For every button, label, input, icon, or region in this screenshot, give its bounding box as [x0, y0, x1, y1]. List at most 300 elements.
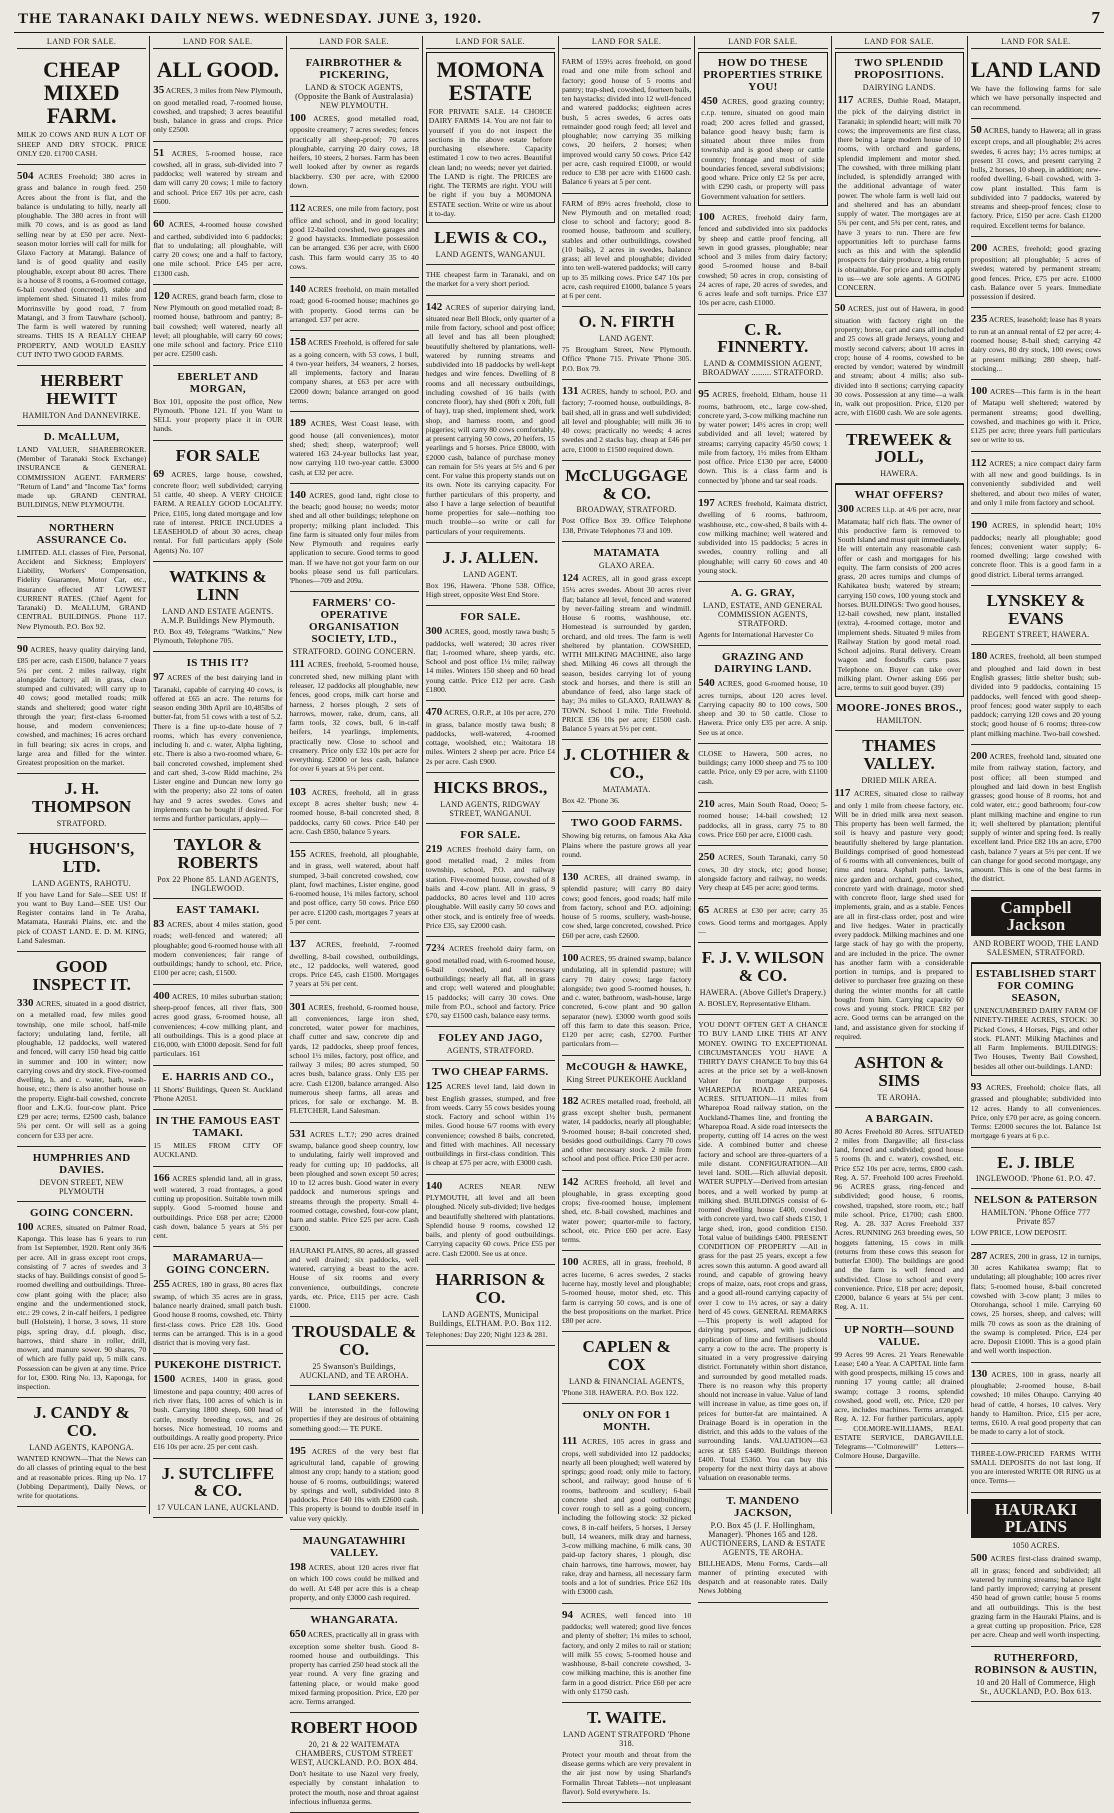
ad-acreage: 155	[289, 848, 306, 860]
ad-body	[562, 199, 691, 301]
ad-body	[701, 95, 824, 201]
ad-subheading: HAMILTON And DANNEVIRKE.	[22, 410, 141, 420]
ad-text: ACRES, freehold, Eltham, house 11 rooms, bathroom, etc., large cow-shed, concrete yard, 3-cow milking machine run by water power; 14½ acres in crop; well subdivided and all level; watered by streams; carrying capacity 45/50 cows; 1 mile from factory, 1½ miles from Eltham post office. Price £130 per acre, £4000 down. This is a class farm and is connected by 'phone and tar seal roads.	[698, 390, 828, 485]
ad-body	[971, 457, 1101, 507]
ad-body	[698, 677, 827, 737]
ad-heading: HUGHSON'S, LTD.	[28, 838, 135, 876]
column	[423, 36, 559, 1514]
ad-body	[971, 1449, 1101, 1486]
ad-body	[153, 1141, 282, 1160]
advertisement	[835, 1048, 964, 1108]
ad-body	[971, 1250, 1101, 1356]
ad-heading: HERBERT HEWITT	[40, 371, 123, 409]
ad-text: ACRES, Duthie Road, Mataprt, the pick of the dairying district in Taranaki; in splendid heart; will milk 70 cows; the improvements are first class, there being a large modern house of 10 rooms, with orchard and gardens, splendid implement and motor shed. The cowshed, with three milking plant included, is splendidly arranged with the additional advantage of water power. The whole farm is well laid out and sheltered and has an abundant supply of water. The mortgages are at 5¾ per cent, and 5¾ per cent, rates, and have 3 years to run. There are few opportunities left to purchase farms such as this and with the splendid prospects for dairy produce, a big return is obtainable. For price and terms apply to us—we are sole agents. A GOING CONCERN.	[837, 96, 961, 293]
ad-text: ACRES, in splendid heart; 10½ paddocks; nearly all ploughable; good fences; convenient water supply; 6-roomed dwelling; large cowshed with concrete floor. This is a good farm in a good district. Liberal terms arranged.	[970, 521, 1101, 579]
advertisement	[290, 1386, 419, 1440]
ad-heading: EAST TAMAKI.	[176, 904, 260, 916]
advertisement	[971, 380, 1101, 452]
advertisement	[426, 1265, 555, 1346]
masthead-title: THE TARANAKI DAILY NEWS. WEDNESDAY. JUNE 3, 1920.	[18, 11, 482, 27]
ad-heading: ALL GOOD.	[156, 57, 279, 82]
ad-text: YOU DON'T OFTEN GET A CHANCE TO BUY LAND LIKE THIS AT ANY MONEY. OWING TO EXCEPTIONAL CIRCUMSTANCES YOU HAVE A THIRTY DAYS' CHANCE To buy this 64 acres at the price set by a well-known Valuer for mortgage purposes. WHAREPOA ROAD. AREA: 64 ACRES. SITUATION—11 miles from Wharepoa Road railway station, on the Auckland-Thames line, and fronting the Wharepoa Road. A side road intersects the property, cutting off 14 acres on the west side. A combined butter and cheese factory and school are three-quarters of a mile distant. CONFIGURATION—All level land. SOIL—Rich alluvial deposit. WATER SUPPLY—Derived from artesian bores, and a well worked by pump at milking shed. BUILDINGS consist of 6-roomed dwelling house £400, cowshed with concrete yard, two calf sheds £150, 1 large shed, iron, good condition £150. Total value of buildings £400. PRESENT CONDITION OF PROPERTY —All in grass for the past 25 years, except a few acres sown this autumn. A good award all round, and capable of growing heavy crops of maize, oats, root crops and grass, and a good all-round carrying capacity of over 1 cow to 1½ acres, or say a dairy herd of 45 cows. GENERAL REMARKS—This property is well adapted for dairying purposes, and with judicious application of lime and fertilisers should carry a cow to the acre. The property is situated in a very progressive dairying district. Fortunately within short distance, and surrounded by good metalled roads. There is no reason why this property should not increase in value. Value of land will increase in value, as time goes on, if prices for butter-fat are maintained. A Drainage Board is in operation in the district, and this adds to the values of the surrounding lands. VALUATION—63 acres at £85 £4480. Buildings thereon £400. Total £5360. You can buy this property for the next thirty days at above valuation on reasonable terms.	[698, 1020, 828, 1483]
ad-heading: MAUNGATAWHIRI VALLEY.	[302, 1534, 406, 1559]
ad-subheading: INGLEWOOD. 'Phone 61. P.O. 47.	[976, 1174, 1096, 1184]
ad-heading: ASHTON & SIMS	[854, 1053, 945, 1090]
ad-text: LIMITED. ALL classes of Fire, Personal, Accident and Sickness; Employers' Liability, Workers' Compensation, Fidelity Guarantee, Motor Car, etc., insurance effected AT LOWEST CURRENT RATES. (Chief Agent for Taranaki) D. McALLUM, GRAND CENTRAL BUILDINGS. Phone 117. New Plymouth. P.O. Box 92.	[17, 547, 147, 631]
ad-heading: LYNSKEY & EVANS	[986, 590, 1086, 628]
ad-acreage: 117	[834, 787, 851, 800]
ad-body	[153, 1085, 282, 1104]
ad-body	[290, 417, 419, 477]
ad-acreage: 72¾	[425, 942, 445, 955]
ad-subheading: LAND AGENTS, KAPONGA.	[29, 1443, 134, 1453]
advertisement	[290, 1530, 419, 1609]
ad-subheading: LAND AGENTS, Municipal Buildings, ELTHAM. P.O. Box 112.	[429, 1309, 552, 1328]
ad-subheading: REGENT STREET, HAWERA.	[982, 630, 1090, 640]
ad-text: ACRES, freehold, 6-roomed house, all conveniences, large iron shed, concreted, water power for machines, chaff cutter and saw, concrete dip and yards, 12 paddocks, sheep proof fences, school 1½ miles, factory, post office, and railway 3 miles; 80 acres stumped, 50 acres bush, balance grass. Only £35 per acre. Cash £1200, balance arranged. Also numerous sheep farms, all areas and prices, for sale or exchange. M. B. FLETCHER, Land Salesman.	[289, 1002, 419, 1116]
ad-subheading: 1050 ACRES.	[1012, 1541, 1060, 1551]
ad-subheading: STRATFORD. GOING CONCERN.	[292, 647, 416, 657]
ad-heading: FOR SALE	[175, 445, 261, 465]
ad-acreage: 94	[562, 1608, 573, 1621]
advertisement	[698, 846, 827, 899]
ad-text: ACRES splendid land, all in grass, well watered, 3 road frontages, a good cutting up proposition. Suitable town milk supply. Good 5-roomed house and outbuildings. Price £68 per acre; £2000 cash down, balance 5 years at 5½ per cent.	[153, 1173, 283, 1241]
ad-text: ACRES, just out of Hawera, in good situation with factory right on the property; horse, cart and cans all included and 25 cows all grade Jerseys, young and mostly second calvers; about 10 acres in crop; house of 4 rooms, cowshed to be erected by vendor; watered by windmill and stream; about 4 mills; also sub-divided into 8 sections; carrying capacity 30 cows. Possession at any time—a walk in, walk out proposition. Price, £120 per acre, with £1600 cash. We are sole agents.	[834, 304, 964, 418]
ad-subheading: TE AROHA.	[877, 1092, 921, 1102]
column-header: LAND FOR SALE.	[426, 36, 555, 49]
ad-text: ACRES, good, mostly tawa bush; 5 paddocks, well watered; 30 acres river flat; 1-roomed whare, sheep yards, etc. School and post office 1¼ mile; railway 14 miles. Winters 150 sheep and 60 head young cattle. Price £12 per acre. Cash £1800.	[425, 627, 556, 694]
ad-heading: J. J. ALLEN.	[442, 547, 539, 567]
advertisement	[971, 1647, 1101, 1702]
ad-heading: CAPLEN & COX	[582, 1337, 671, 1375]
ad-body	[290, 848, 419, 926]
ad-body	[426, 1180, 555, 1258]
ad-heading: A BARGAIN.	[865, 1112, 934, 1125]
ad-heading: LEWIS & CO.,	[434, 228, 547, 248]
advertisement	[290, 843, 419, 933]
ad-text: ACRES L.T.?; 290 acres drained swamp, balance good sheep country, low to undulating, fairly well improved and ready for cutting up; 10 paddocks, all been ploughed and sown except 50 acres; 10 to 12 acres bush. Good water in every paddock and numerous springs and streams through the property. Small 4-roomed cottage, cowshed, four-cow plant, barn and stable. Price £25 per acre. Cash £3000.	[289, 1129, 419, 1234]
ad-text: ACRES, good 6-roomed house, 10 acres turnips, about 120 acres level. Carrying capacity 80 to 100 cows, 500 sheep and 30 to 50 cattle. Close to Hawera. Price only £35 per acre. A snip. See us at once.	[698, 679, 828, 737]
advertisement	[290, 933, 419, 995]
ad-heading: LAND SEEKERS.	[308, 1391, 400, 1404]
ad-body	[698, 211, 827, 308]
ad-text: ACRES freehold, all level and ploughable, in grass excepting good crops; five-roomed house, implement shed, etc. 8-bail cowshed, machines and water power; quarter-mile to factory, school, etc. Price £60 per acre. Easy terms.	[562, 1177, 692, 1245]
ad-acreage: 198	[289, 1560, 306, 1573]
advertisement	[153, 366, 282, 441]
ad-heading: GOING CONCERN.	[30, 1206, 134, 1219]
ad-heading: EBERLET AND MORGAN,	[177, 370, 259, 395]
ad-heading: T. MANDENO JACKSON,	[726, 1494, 800, 1519]
ad-acreage: 100	[17, 1220, 34, 1233]
ad-body	[17, 170, 146, 359]
ad-heading: D. McALLUM,	[43, 430, 120, 443]
advertisement	[562, 1056, 691, 1090]
ad-body	[426, 301, 555, 536]
ad-body	[562, 572, 691, 733]
ad-body	[698, 749, 827, 786]
ad-acreage: 180	[970, 650, 988, 663]
ad-heading: TAYLOR & ROBERTS	[173, 835, 263, 873]
ad-body	[153, 397, 282, 434]
advertisement	[698, 582, 827, 646]
ad-body	[426, 270, 555, 289]
advertisement	[426, 701, 555, 773]
ad-body	[835, 302, 964, 417]
ad-body	[971, 385, 1101, 445]
advertisement	[562, 542, 691, 740]
advertisement	[698, 744, 827, 793]
ad-body	[562, 1609, 691, 1696]
ad-text: acres, Main South Road, Ooeo; 5-roomed house; 14-bail cowshed; 12 paddocks, all in grass, carry 75 to 80 cows. Price £60 per acre, £1000 cash.	[698, 799, 828, 839]
ad-acreage: 400	[153, 989, 170, 1002]
ad-heading: McCOUGH & HAWKE,	[566, 1060, 688, 1073]
columns	[14, 36, 1104, 1806]
ad-acreage: 197	[698, 496, 715, 509]
ad-text: ACRES, situated in a good district, on a metalled road, few miles good township, one mile school, half-mile factory; undulating land, fertile, all ploughable, 12 paddocks, well watered and fenced, will carry 150 head big cattle in summer and 100 in winter; now carrying cows and dry stock. Five-roomed dwelling, h. and c. water, bath, wash-house, etc.; there is also another house on the property. Eight-bail cowshed, concrete floor and L.K.G. four-cow plant. Price £29 per acre; terms, £2500 cash, balance 5¼ per cent. Or will sell as a going concern for £33 per acre.	[17, 998, 147, 1140]
advertisement	[17, 774, 146, 834]
ad-acreage: 166	[153, 1171, 170, 1184]
column	[695, 36, 831, 1596]
ad-body	[17, 997, 146, 1140]
ad-body	[562, 831, 691, 859]
ad-body	[426, 581, 555, 600]
advertisement	[290, 1123, 419, 1241]
ad-subheading: BROADWAY, STRATFORD.	[576, 505, 677, 515]
ad-subheading: LAND AGENT STRATFORD 'Phone 318.	[562, 1729, 691, 1748]
advertisement	[971, 119, 1101, 237]
ad-text: Telephones: Day 220; Night 123 & 281.	[425, 1329, 548, 1339]
ad-text: ACRES level land, laid down in best English grasses, stumped, and free from weeds. Carry 55 cows besides young stock. Factory and school within 1½ miles. Good house 6/7 rooms with every convenience; cowshed 8 bails, concreted, and fitted with machines. All necessary outbuildings in first-class condition. This is cheap at £75 per acre, with £3000 cash.	[425, 1082, 555, 1168]
ad-text: ACRES, 3 miles from New Plymouth, on good metalled road, 7-roomed house, cowshed, and trapshed; 3 acres beautiful bush, balance in grass and crops. Price only £2500.	[153, 86, 283, 135]
advertisement	[971, 586, 1101, 646]
ad-text: Box 196, Hawera. 'Phone 538. Office, High street, opposite West End Store.	[425, 580, 555, 600]
ad-heading: J. SUTCLIFFE & CO.	[161, 1463, 275, 1501]
ad-text: ACRES, 95 drained swamp, balance undulating, all in splendid pasture; will carry 70 dairy cows; large factory alongside; two good 5-roomed houses, h. and c. water, bathroom, wash-house, large concreted, 6-cow plant and 90 gallon separator (new). £3000 worth good soils off this farm to date this season. Price, £120 per acre; cash, £2700. Further particulars from—	[562, 953, 692, 1049]
advertisement	[153, 1354, 282, 1458]
advertisement	[153, 1110, 282, 1167]
ad-text: ACRES, good land, right close to the beach; good house; no weeds; motor shed and all other buildings; telephone on property; milking plant included. This fine farm is situated only four miles from New Plymouth and requires early application to secure. Good terms to good man. If we have not got your farm on our books please send us full particulars. 'Phones—709 and 209a.	[289, 490, 419, 586]
advertisement	[698, 899, 827, 943]
ad-text: ACRES, South Taranaki, carry 50 cows, 30 dry stock, etc; good house; alongside factory and railway, no weeds. Very cheap at £45 per acre; good terms.	[698, 853, 828, 893]
ad-acreage: 142	[425, 300, 443, 313]
ad-body	[290, 1128, 419, 1234]
column-header: LAND FOR SALE.	[971, 36, 1101, 49]
advertisement	[426, 52, 555, 223]
column	[832, 36, 968, 1514]
ad-acreage: 60	[153, 218, 165, 231]
advertisement	[562, 1171, 691, 1252]
ad-text: Will be interested in the following properties if they are desirous of obtaining something good:— TE PUKE.	[289, 1405, 419, 1433]
ad-acreage: 50	[834, 302, 846, 315]
ad-body	[290, 938, 419, 988]
ad-text: Don't hesitate to use Nazol very freely, especially by constant inhalation to protect the mouth, nose and throat against infectious influenza germs.	[289, 1769, 419, 1806]
advertisement	[153, 142, 282, 214]
ad-text: Box 42. 'Phone 36.	[562, 796, 620, 806]
advertisement	[153, 899, 282, 985]
ad-heading: TWO SPLENDID PROPOSITIONS.	[854, 57, 945, 81]
ad-text: ACRES, West Coast lease, with good house (all conveniences), motor shed; shed; sheep, waterproof; well watered 163 24-year bullocks last year, now carrying 110 two-year cattle. £3000 cash, at £32 per acre.	[289, 419, 419, 477]
ad-body	[17, 445, 146, 510]
ad-subheading: LAND AND ESTATE AGENTS. A.M.P. Buildings New Plymouth.	[160, 606, 275, 625]
ad-body	[698, 904, 827, 936]
ad-body	[290, 1445, 419, 1523]
ad-body	[429, 107, 552, 218]
advertisement	[153, 562, 282, 652]
ad-subheading: LAND AGENTS, WANGANUI.	[435, 250, 546, 260]
ad-text: ACRES NEAR NEW PLYMOUTH, all level and all been ploughed. Nicely sub-divided; live hedges and beautifully sheltered with plantations. Splendid house 9 rooms, cowshed 12 bails, and plenty of good outbuildings. Carrying capacity 60 cows. Price £55 per acre. Cash £2000. See us at once.	[425, 1181, 556, 1258]
ad-text: ACRES, freehold land, situated one mile from railway station, factory, and post office; all been stumped and ploughed and laid down in best English grasses; good house of 8 rooms, hot and cold water, etc.; good bathroom; four-cow plant milking machine and engine to run it; well sheltered by plantation; plentiful supply of winter and spring feed. Is really excellent land. Price £82 10s an acre, £700 cash, balance 7 years at 5½ per cent. If we can change for good second mortgage, any amount. This is one of the best farms in the district.	[970, 751, 1101, 884]
ad-text: MILK 20 COWS AND RUN A LOT OF SHEEP AND DRY STOCK. PRICE ONLY £20. £1700 CASH.	[17, 130, 147, 158]
advertisement	[153, 441, 282, 562]
ad-body	[562, 952, 691, 1049]
ad-subheading: 17 VULCAN LANE, AUCKLAND.	[156, 1503, 279, 1513]
ad-text: Showing big returns, on famous Aka Aka Plains where the pasture grows all year round.	[562, 831, 692, 859]
advertisement	[153, 1066, 282, 1111]
ad-acreage: 182	[562, 1094, 579, 1107]
ad-acreage: 255	[153, 1278, 170, 1291]
ad-acreage: 190	[970, 519, 988, 532]
ad-text: ACRES, heavy quality dairying land, £85 per acre, cash £1500, balance 7 years 5¼ per cent. 2 miles railway, right alongside factory; all in grass, clean stumped and cultivated; will carry up to 40 cows; good metalled roads; milk stands and sheltered; good water right through the year; first-class 6-roomed house, and modern conveniences; cowshed, and machines; 16 acres orchard in full bearing; six acres in crops, and large area and filled for the winter. Greatest proposition on the market.	[17, 644, 147, 768]
advertisement	[426, 824, 555, 937]
advertisement	[290, 996, 419, 1123]
ad-acreage: 100	[562, 951, 579, 964]
page-number: 7	[1091, 8, 1100, 27]
ad-text: ACRES, about 4 miles station, good roads; well-fenced and watered; all ploughable; good 6-roomed house with all modern conveniences; fair range of outbuildings; handy to school, etc. Price, £100 per acre; cash, £1500.	[153, 920, 283, 978]
ad-body	[426, 942, 555, 1020]
ad-acreage: 137	[289, 938, 306, 951]
ad-text: ACRES, O.R.P., at 10s per acre, 270 in grass, balance mostly tawa bush; 8 paddocks, well-watered, 4-roomed cottage, woolshed, etc.; Waitotara 18 miles. Winters 2 sheep per acre. Price £4 2s per acre. Cash £900.	[425, 708, 555, 766]
ad-acreage: 531	[289, 1127, 306, 1140]
ad-heading: FOR SALE.	[460, 828, 521, 841]
advertisement	[290, 781, 419, 843]
ad-acreage: 111	[562, 1435, 578, 1448]
advertisement	[698, 315, 827, 384]
advertisement	[971, 452, 1101, 514]
ad-text: THE cheapest farm in Taranaki, and on the market for a very short period.	[425, 270, 555, 289]
ad-body	[971, 750, 1101, 884]
ad-body	[698, 388, 827, 485]
ad-body	[698, 1559, 827, 1596]
advertisement	[698, 206, 827, 315]
ad-heading: IN THE FAMOUS EAST TAMAKI.	[155, 1115, 281, 1140]
ad-subheading: LAND & STOCK AGENTS, (Opposite the Bank of Australasia) NEW PLYMOUTH.	[295, 83, 414, 110]
ad-subheading: STRATFORD.	[56, 818, 107, 828]
advertisement	[290, 52, 419, 197]
ad-text: ACRES, 200 in grass, 12 in turnips, 30 acres Kahikatea swamp; flat to undulating; all ploughable; 100 acres river flats; 5-roomed house, 8-bail concreted cowshed with 3-cow plant; 3 miles to Otorohanga, school 1 mile. Carrying 60 cows, 25 horses, sheep, and calves; will milk 70 cows as soon as the draining of the swamp is completed. Price, £24 per acre. Deposit £1000. This is a good plain and well worth inspection.	[970, 1251, 1101, 1356]
ad-heading: WATKINS & LINN	[169, 566, 267, 604]
ad-body	[971, 124, 1101, 230]
ad-heading: MARAMARUA—GOING CONCERN.	[166, 1252, 270, 1277]
ad-body	[290, 112, 419, 190]
ad-heading: J. H. THOMPSON	[32, 779, 132, 817]
ad-acreage: 140	[425, 1179, 443, 1192]
ad-subheading: DRIED MILK AREA.	[861, 776, 937, 786]
ad-text: BILLHEADS, Menu Forms, Cards—all manner of printing executed with despatch and at reasonable rates. Daily News Jobbing	[698, 1558, 828, 1596]
ad-heading: MOMONA ESTATE	[436, 57, 545, 106]
column-header: LAND FOR SALE.	[562, 36, 691, 49]
ad-text: ACRES of the best dairying land in Taranaki, capable of carrying 40 cows, is offered at £65 an acre. The returns for season ending 30th April are 10,485lbs of butter-fat, from 51 cows with a test of 5.2. There is a fine up-to-date house of 7 rooms, which has every convenience, including h. and c. water, Alpha lighting, etc. There is also a two-roomed whare, 6-bail concreted cowshed, implement shed and cart shed, 3-cow Ridd machine, 2¼ Lister engine and Duncan new lorry go with the property; also 22 tons of oaten hay and 9 acres swedes. Cows and implements can be bought if desired. For terms and further particulars, apply—	[153, 673, 283, 824]
ad-heading: A. G. GRAY,	[730, 587, 795, 600]
ad-text: ACRES, large house, cowshed, concrete floor; well subdivided; carrying 51 cattle, 40 sheep. A VERY CHOICE FARM. A REALLY GOOD LOCALITY. Price, £105, long dated mortgage and low rate of interest. PRICE INCLUDES a LEASEHOLD of about 30 acres, cheap rental. For full particulars apply (Sole Agents) No. 107	[153, 469, 283, 555]
advertisement	[971, 514, 1101, 586]
advertisement	[290, 331, 419, 412]
advertisement	[290, 592, 419, 780]
ad-heading: NELSON & PATERSON	[974, 1194, 1098, 1207]
ad-acreage: 301	[289, 1000, 306, 1013]
ad-acreage: 131	[562, 384, 579, 397]
ad-text: CLOSE to Hawera, 500 acres, no buildings; carry 1000 sheep and 75 to 100 cattle. Price, only £9 per acre, with £1100 cash.	[698, 748, 828, 786]
ad-subheading: LAND AGENTS, RAHOTU.	[32, 878, 131, 888]
ad-acreage: 100	[562, 1256, 579, 1269]
ad-body	[971, 1552, 1101, 1639]
ad-body	[562, 1095, 691, 1164]
ad-heading: J. CLOTHIER & CO.,	[563, 745, 691, 783]
ad-acreage: 93	[970, 1080, 982, 1093]
ad-heading: FARMERS' CO-OPERATIVE ORGANISATION SOCIETY, LTD.,	[309, 597, 400, 646]
ad-body	[971, 242, 1101, 302]
advertisement	[835, 1108, 964, 1319]
ad-body	[290, 1628, 419, 1706]
ad-acreage: 195	[289, 1444, 306, 1457]
ad-acreage: 300	[837, 503, 854, 516]
ad-body	[290, 1561, 419, 1602]
ad-text: 75 Brougham Street, New Plymouth. Office 'Phone 715. Private 'Phone 305. P.O. Box 79.	[562, 345, 692, 373]
advertisement	[562, 52, 691, 194]
advertisement	[290, 412, 419, 484]
advertisement	[153, 1247, 282, 1354]
ad-subheading: LAND & FINANCIAL AGENTS,	[569, 1377, 685, 1386]
ad-text: 'Phone 318. HAWERA. P.O. Box 122.	[562, 1388, 679, 1397]
ad-body	[562, 1435, 691, 1596]
ad-heading: E. J. IBLE	[997, 1152, 1075, 1172]
column	[14, 36, 150, 1514]
ad-acreage: 35	[153, 84, 165, 97]
advertisement	[971, 1363, 1101, 1444]
ad-subheading: HAMILTON.	[876, 716, 922, 726]
advertisement	[835, 297, 964, 424]
advertisement	[17, 165, 146, 366]
ad-text: ACRES freehold, on main metalled road; good 6-roomed house; machines go with property. Good terms can be arranged. £37 per acre.	[289, 285, 419, 324]
ad-heading: HARRISON & CO.	[435, 1269, 546, 1307]
ad-acreage: 117	[837, 94, 854, 106]
ad-body	[290, 1001, 419, 1116]
ad-text: ACRES, good metalled road, opposite creamery; 7 acres swedes; fences practically all sheep-proof; 70 acres ploughable, carrying 20 dairy cows, 18 heifers, 10 steers, 2 horses. Farm has been well looked after by owner as regards blackberry. £30 per acre, with £2000 down.	[289, 114, 419, 190]
ad-text: ACRES l.i.p. at 4/6 per acre, near Matamata; half rich flats. The owner of this productive farm is removed to South Island and must quit immediately. He will entertain any reasonable cash offer or cash and mortgages for his equity. The farm consists of 200 acres grass, 20 acres turnips and clumps of Kahikatea bush; watered by stream; carrying 150 cows, 100 young stock and horses. BUILDINGS: Two good houses, 12-bail cowshed, new plant, installed (extra), 4-roomed cottage, motor and implement sheds. Situated 9 miles from Railway Station by good metal road. School adjoins. Rural delivery. Cream wagon and foodstuffs carts pass. Telephone on. Buyer can take over milking plant. Owner asking £66 per acre, terms to suit good buyer. (39)	[837, 505, 961, 693]
ad-acreage: 250	[698, 851, 715, 864]
ad-body	[290, 489, 419, 586]
ad-body	[835, 1127, 964, 1312]
ad-subheading: DAIRYING LANDS.	[862, 83, 936, 92]
ad-text: ACRES freehold dairy farm, on good metalled road, with 6-roomed house, 6-bail cowshed, and necessary outbuildings; nearly all flat, all in grass and crop; well watered and ploughable; 15 paddocks; will carry 30 cows. One mile from P.O., school and factory. Price £70, say £1500 cash, balance easy terms.	[425, 944, 555, 1020]
ad-body	[971, 84, 1101, 112]
ad-text: HAURAKI PLAINS, 80 acres, all grassed and well drained; six paddocks, well watered, carrying a beast to the acre. House of six rooms and every convenience, outbuildings, concrete yards, etc. Price, £115 per acre. Cash £1000.	[289, 1245, 419, 1311]
ad-body	[562, 1388, 691, 1397]
ad-body	[426, 706, 555, 766]
ad-text: ACRES, 180 in grass, 80 acres flax swamp, of which 35 acres are in grass, balance nearly drained, small patch bush. Good house 8 rooms, cowshed, etc. Thirty first-class cows. Price £28 10s. Good terms can be arranged. This is in a good district that is moving very fast.	[153, 1280, 283, 1348]
ad-heading: C. R. FINNERTY.	[717, 319, 809, 357]
ad-body	[153, 218, 282, 278]
ad-subheading: AND ROBERT WOOD, THE LAND SALESMEN, STRATFORD.	[973, 939, 1099, 958]
ad-acreage: 540	[698, 677, 715, 690]
ad-text: 99 Acres 99 Acres. 21 Years Renewable Lease; £40 a Year. A CAPITAL little farm with good prospects, milking 15 cows and running 17 young cattle; all drained swamp; cottage 3 rooms, splendid cowshed, good well, etc. Price, £20 per acre, includes machines. Terms arranged. Reg. A. 12. For further particulars, apply— COLMORE-WILLIAMS, REAL ESTATE SERVICE, DARGAVILLE. Telegrams—"Colmorewill" Letters—Colmore House, Dargaville.	[834, 1349, 964, 1461]
ad-text: ACRES, freehold, 7-roomed dwelling, 8-bail cowshed, outbuildings, etc., 12 paddocks, well watered, good crops. Price £45, cash £1500. Mortgages 7 years at 5¾ per cent.	[289, 940, 419, 989]
advertisement	[290, 1440, 419, 1530]
advertisement	[971, 1493, 1101, 1647]
ad-acreage: 219	[425, 842, 443, 855]
ad-text: ACRES at £30 per acre; carry 35 cows. Good terms and mortgages. Apply—	[698, 906, 828, 936]
advertisement	[698, 793, 827, 846]
ad-body	[838, 94, 961, 292]
ad-subheading: 20, 21 & 22 WAITEMATA CHAMBERS, CUSTOM STREET WEST, AUCKLAND. P.O. BOX 484.	[290, 1740, 418, 1768]
ad-text: Post Office Box 39. Office Telephone 138, Private Telephones 73 and 109.	[562, 516, 692, 535]
ad-body	[562, 57, 691, 187]
ad-acreage: 300	[425, 625, 443, 638]
advertisement	[698, 943, 827, 1015]
advertisement	[153, 213, 282, 285]
ad-heading: TWO CHEAP FARMS.	[432, 1066, 549, 1079]
ad-acreage: 95	[698, 388, 710, 401]
advertisement	[290, 278, 419, 331]
advertisement	[835, 484, 964, 697]
advertisement	[971, 745, 1101, 891]
ad-body	[426, 625, 555, 694]
ad-body	[290, 202, 419, 271]
ad-body	[153, 918, 282, 978]
advertisement	[17, 834, 146, 952]
advertisement	[426, 223, 555, 265]
ad-body	[835, 1350, 964, 1461]
ad-heading: O. N. FIRTH	[578, 312, 675, 332]
ad-body	[562, 871, 691, 940]
ad-acreage: 100	[698, 210, 715, 223]
ad-acreage: 100	[970, 385, 988, 398]
ad-heading: MOORE-JONES BROS.,	[836, 702, 962, 715]
ad-body	[17, 1221, 146, 1392]
ad-text: ACRES freehold, Kaimata district, dwelling of 6 rooms, bathroom, washhouse, etc., cow-shed, 8 bails with 4-cow milking machine; well watered and subdivided into 15 paddocks; 5 acres in swedes, country rolling and all ploughable; will carry 60 cows and 40 young stock.	[698, 498, 828, 575]
advertisement	[426, 606, 555, 701]
ad-text: UNENCUMBERED DAIRY FARM OF NINETY-THREE ACRES, STOCK: 30 Picked Cows, 4 Horses, Pigs, and other stock. PLANT: Milking Machines and all Farm Implements. BUILDINGS: Two Houses, Twenty Bail Cowshed, besides all other out-buildings. LAND:	[973, 1006, 1098, 1071]
advertisement	[562, 1332, 691, 1404]
advertisement	[426, 543, 555, 606]
ad-heading: HAURAKI PLAINS	[971, 1499, 1101, 1539]
ad-text: ACRES, 10 miles suburban station; sheep-proof fences, all river flats, 300 acres good grass, 6-roomed house, all conveniences; 4-cow milking plant, and all outbuildings. This is a good place at £16,000, with £3000 deposit. Send for full particulars. 161	[153, 991, 283, 1059]
ad-text: ACRES of the very best flat agricultural land, capable of growing almost any crop; handy to a station; good house of 6 rooms, outbuildings; watered by springs and well, subdivided into 8 paddocks. Price £40 10s with £2600 cash. This property is bound to double itself in value very quickly.	[289, 1446, 419, 1523]
ad-subheading: HAWERA. (Above Gillet's Drapery.)	[699, 987, 826, 997]
ad-acreage: 112	[970, 456, 987, 469]
ad-subheading: MATAMATA.	[602, 785, 651, 795]
advertisement	[971, 1444, 1101, 1493]
ad-acreage: 65	[698, 904, 710, 917]
advertisement	[153, 285, 282, 366]
ad-body	[426, 1080, 555, 1167]
ad-acreage: 90	[17, 642, 28, 655]
ad-subheading: LAND AGENT.	[599, 334, 654, 344]
advertisement	[971, 645, 1101, 744]
ad-text: ACRES, grand beach farm, close to New Plymouth on good metalled road; 8-roomed house, bathroom and pantry; 8-bail cowshed; well watered, nearly all level; all ploughable, will carry 60 cows; one mile school and factory. Price £110 per acre. £2500 cash.	[153, 291, 283, 359]
advertisement	[17, 952, 146, 1147]
ad-text: ACRES, well fenced into 10 paddocks; well watered; good live fences and plenty of shelter; 1¼ miles to school, factory, and only 2 miles to rail or station; will milk 55 cows; 5-roomed house and washhouse, 8-bail concrete cowshed, 3-cow milking machine, this is another fine farm in a good district. Price £60 per acre with only £1750 cash.	[562, 1610, 692, 1696]
advertisement	[17, 52, 146, 165]
ad-heading: UP NORTH—SOUND VALUE.	[843, 1323, 955, 1348]
ad-acreage: 120	[153, 289, 170, 302]
ad-heading: MATAMATA	[593, 546, 660, 559]
advertisement	[562, 812, 691, 866]
ad-heading: J. CANDY & CO.	[33, 1403, 130, 1441]
advertisement	[290, 1317, 419, 1386]
ad-body	[153, 468, 282, 555]
ad-body	[698, 497, 827, 575]
ad-acreage: 69	[153, 467, 165, 480]
